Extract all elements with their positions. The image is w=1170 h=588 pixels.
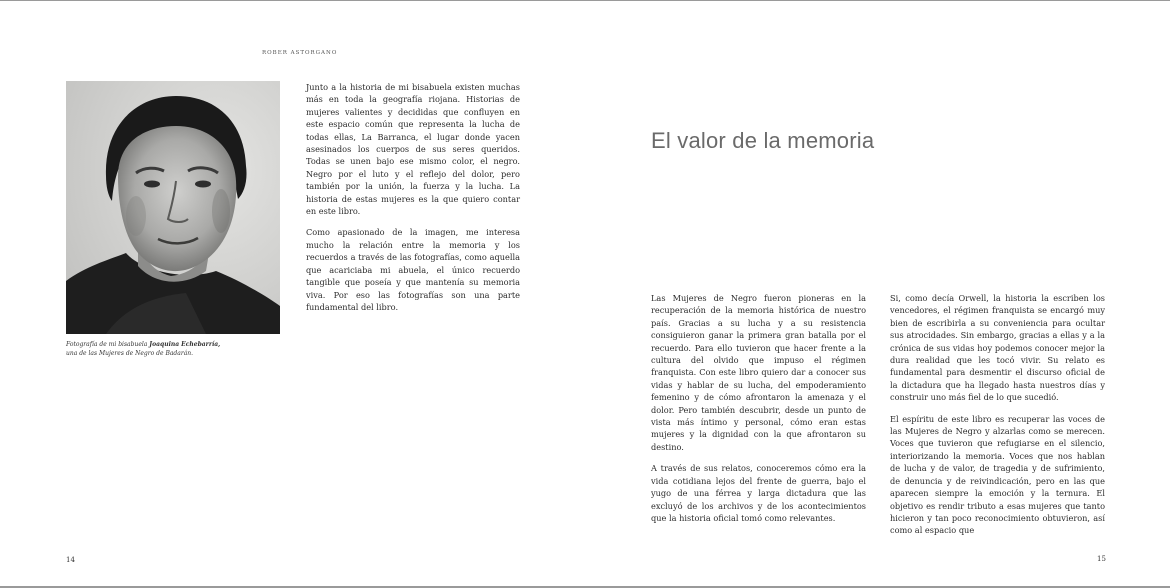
paragraph: El espíritu de este libro es recuperar las voces de las Mujeres de Negro y alzarlas como se merecen. Voces que tuvieron que refugiarse en el silencio, interiorizando la memoria. Voces que nos hablan de lucha y de valor, de tragedia y de sufrimiento, de denuncia y de reivindicación, pero en las que aparecen siempre la emoción y la ternura. El objetivo es rendir tributo a esas mujeres que tanto hicieron y tan poco reconocimiento obtuvieron, así como al espacio que <box>890 413 1105 536</box>
caption-suffix: una de las Mujeres de Negro de Badarán. <box>66 350 194 357</box>
page-number-right: 15 <box>1097 555 1106 563</box>
page-number-left: 14 <box>66 556 75 564</box>
caption-name: Joaquina Echebarría, <box>149 341 221 348</box>
left-page <box>0 1 585 586</box>
chapter-title: El valor de la memoria <box>651 128 875 153</box>
paragraph: Junto a la historia de mi bisabuela existen muchas más en toda la geografía riojana. Historias de mujeres valientes y decididas que confluyen en este espacio común que representa la lucha de todas ellas, La Barranca, el lugar donde yacen asesinados los cuerpos de sus seres queridos. Todas se unen bajo ese mismo color, el negro. Negro por el luto y el reflejo del dolor, pero también por la unión, la fuerza y la lucha. La historia de estas mujeres es la que quiero contar en este libro. <box>306 82 520 217</box>
right-column-1 <box>651 292 866 533</box>
paragraph: Como apasionado de la imagen, me interesa mucho la relación entre la memoria y los recuerdos a través de las fotografías, como aquella que acariciaba mi abuela, el único recuerdo tangible que poseía y que mantenía su memoria viva. Por eso las fotografías son una parte fundamental del libro. <box>306 227 520 312</box>
caption-prefix: Fotografía de mi bisabuela <box>66 341 150 348</box>
photo-caption <box>66 340 286 358</box>
left-body-text <box>306 81 520 322</box>
paragraph: Si, como decía Orwell, la historia la escriben los vencedores, el régimen franquista se encargó muy bien de escribirla a su conveniencia para ocultar sus atrocidades. Sin embargo, gracias a ellas y a la crónica de sus vidas hoy podemos conocer mejor la dura realidad que les tocó vivir. Su relato es fundamental para desmentir el discurso oficial de la dictadura que ha llegado hasta nuestros días y construir uno más fiel de lo que sucedió. <box>890 293 1105 403</box>
portrait-photo <box>66 81 280 334</box>
right-column-2 <box>890 292 1105 546</box>
paragraph: Las Mujeres de Negro fueron pioneras en la recuperación de la memoria histórica de nuestro país. Gracias a su lucha y a su resistencia consiguieron ganar la primera gran batalla por el recuerdo. Para ello tuvieron que hacer frente a la cultura del olvido que impuso el régimen franquista. Con este libro quiero dar a conocer sus vidas y hablar de su lucha, del empoderamiento femenino y de cómo afrontaron la amenaza y el dolor. Pero también descubrir, desde un punto de vista más íntimo y personal, cómo eran estas mujeres y la dignidad con la que afrontaron su destino. <box>651 293 866 452</box>
running-head: ROBER ASTORGANO <box>262 50 338 56</box>
paragraph: A través de sus relatos, conoceremos cómo era la vida cotidiana lejos del frente de guerra, bajo el yugo de una férrea y larga dictadura que las excluyó de los archivos y de los acontecimientos que la historia oficial tomó como relevantes. <box>651 463 866 523</box>
